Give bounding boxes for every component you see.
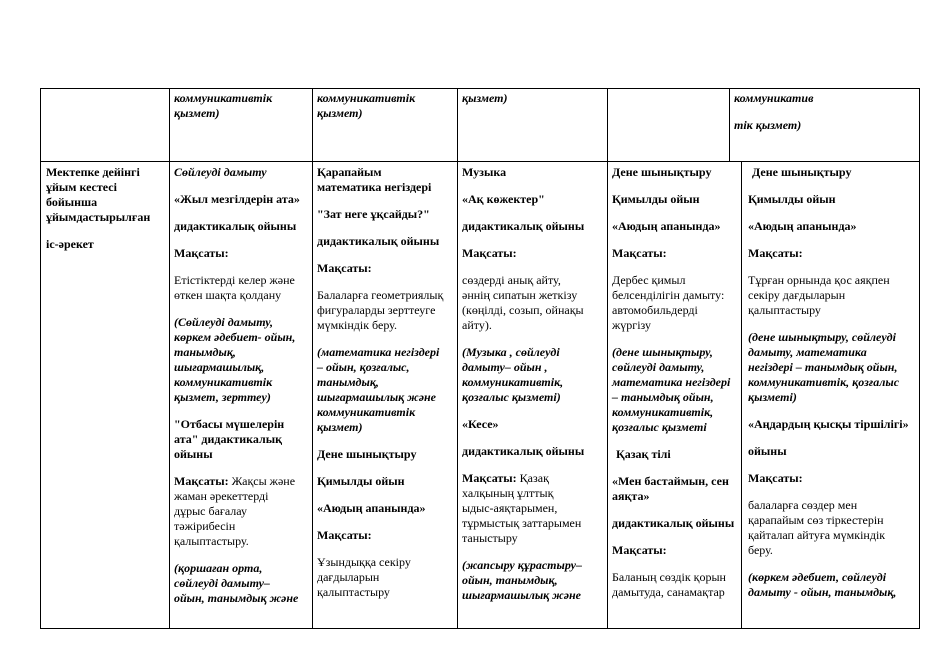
col-speech-development: Сөйлеуді дамыту «Жыл мезгілдерін ата» дидактикалық ойыны Мақсаты: Етістіктерді келер және өткен шақта қолдану (Сөйлеуді дамыту, көркем әдебиет- ойын, танымдық, шығармашылық, коммуникативтік қызмет, зерттеу) "Отбасы мүшелерін ата" дидактикалық ойыны Мақсаты: Жақсы және жаман әрекеттерді дұрыс бағалау тәжірибесін қалыптастыру. (қоршаған орта, сөйлеуді дамыту– ойын, танымдық және <box>174 165 300 605</box>
activity-label: Мектепке дейінгі ұйым кестесі бойынша ұйымдастырылған іс-әрекет <box>46 165 151 251</box>
col-mathematics: Қарапайым математика негіздері "Зат неге ұқсайды?" дидактикалық ойыны Мақсаты: Балаларға геометриялық фигураларды зерттеуге мүмкіндік беру. (математика негіздері – ойын, қозғалыс, танымдық, шығармашылық және коммуникативтік қызмет) Дене шынықтыру Қимылды ойын «Аюдың апанында» Мақсаты: Ұзындыққа секіру дағдыларын қалыптастыру <box>317 165 444 599</box>
col-physical-education: Дене шынықтыру Қимылды ойын «Аюдың апанында» Мақсаты: Дербес қимыл белсенділігін дамыту: автомобильдерді жүргізу (дене шынықтыру, сөйлеуді дамыту, математика негіздері – танымдық ойын, коммуникативтік, қозғалыс қызметі Қазақ тілі «Мен бастаймын, сен аяқта» дидактикалық ойыны Мақсаты: Баланың сөздік қорын дамытуда, санамақтар <box>612 165 735 599</box>
row1-cell-4: қызмет) <box>462 91 508 105</box>
col-music: Музыка «Ақ көжектер" дидактикалық ойыны Мақсаты: сөздерді анық айту, әннің сипатын жеткізу (көңілді, созып, ойнақы айту). (Музыка , сөйлеуді дамыту– ойын , коммуникативтік, қозғалыс қызметі) «Кесе» дидактикалық ойыны Мақсаты: Қазақ халқының ұлттық ыдыс-аяқтарымен, тұрмыстық заттарымен таныстыру (жапсыру құрастыру– ойын, танымдық, шығармашылық және <box>462 165 585 602</box>
row1-cell-6: коммуникатив тік қызмет) <box>734 91 814 132</box>
row-divider <box>41 161 919 162</box>
row1-cell-2: коммуникативтік қызмет) <box>174 91 273 120</box>
col-physical-education-2: Дене шынықтыру Қимылды ойын «Аюдың апанында» Мақсаты: Тұрған орнында қос аяқпен секіру дағдыларын қалыптастыру (дене шынықтыру, сөйлеуді дамыту, математика негіздері – танымдық ойын, коммуникативтік, қозғалыс қызметі) «Аңдардың қысқы тіршілігі» ойыны Мақсаты: балаларға сөздер мен қарапайым сөз тіркестерін қайталап айтуға мүмкіндік беру. (көркем әдебиет, сөйлеуді дамыту - ойын, танымдық, <box>748 165 909 599</box>
schedule-table <box>40 88 920 629</box>
row1-cell-3: коммуникативтік қызмет) <box>317 91 416 120</box>
